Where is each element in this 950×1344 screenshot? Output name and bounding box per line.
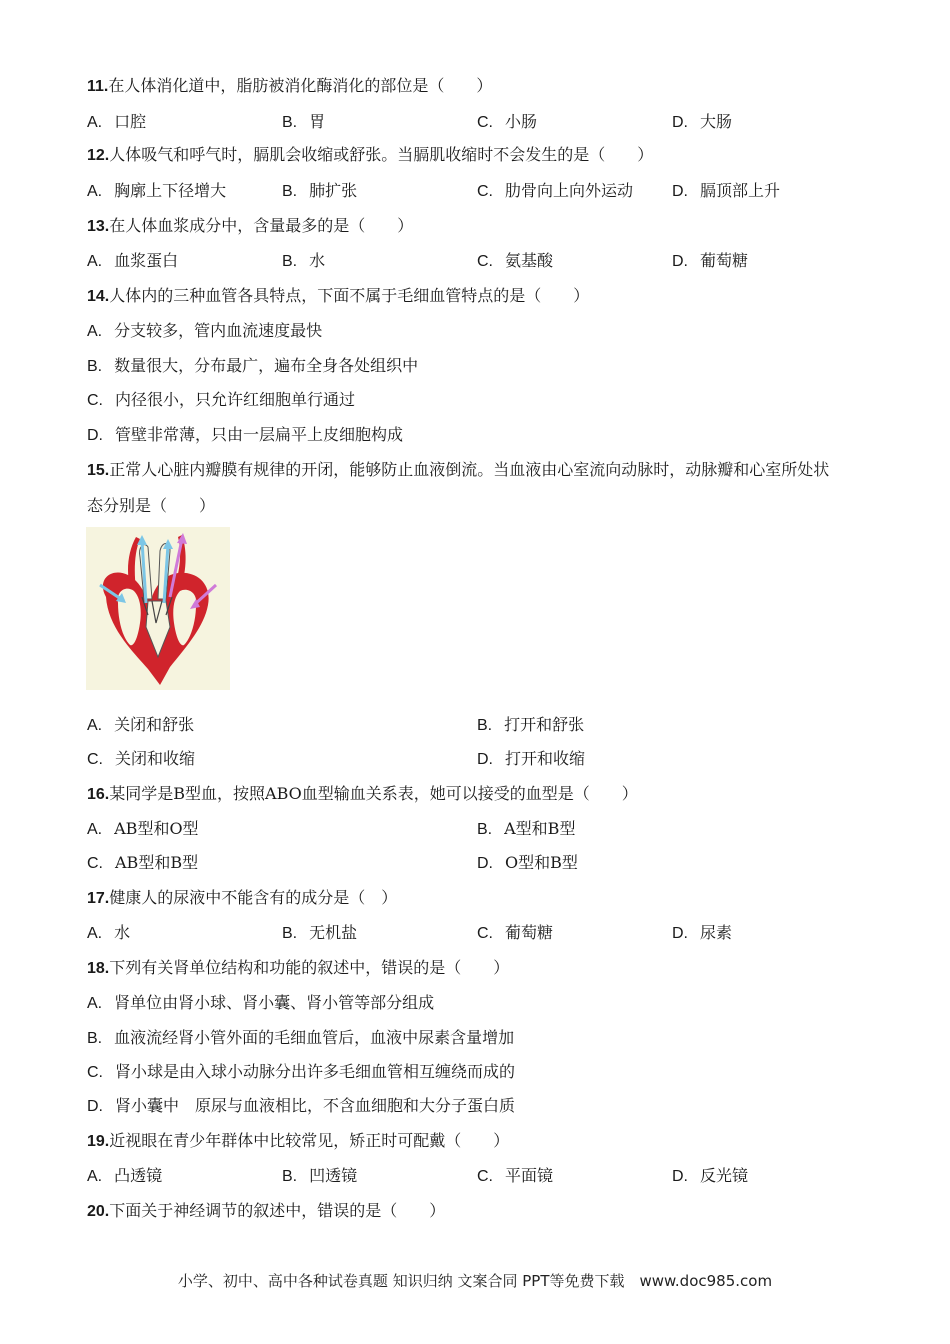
question-19 [87,1131,509,1152]
question-text: 在人体血浆成分中，含量最多的是（ ） [109,216,414,235]
option-c [477,251,553,272]
question-11 [87,76,492,97]
option-c [477,181,633,202]
option-c [477,1166,553,1187]
option-letter: C. [87,392,103,409]
option-text: 凸透镜 [114,1166,163,1185]
option-text: 数量很大，分布最广，遍布全身各处组织中 [114,356,419,375]
option-text: AB型和B型 [115,853,199,872]
option-c [477,112,537,133]
option-c [477,923,553,944]
option-text: 胸廓上下径增大 [114,181,227,200]
option-c [87,749,195,770]
option-a [87,923,130,944]
option-a [87,715,194,736]
option-letter: D. [672,183,688,200]
option-d [477,749,585,770]
option-letter: C. [477,253,493,270]
option-letter: A. [87,1168,103,1185]
option-text: 葡萄糖 [505,923,554,942]
option-text: AB型和O型 [114,819,199,838]
option-text: 血浆蛋白 [114,251,179,270]
option-text: 口腔 [114,112,147,131]
option-b [477,715,584,736]
option-letter: D. [87,1098,103,1115]
option-letter: A. [87,114,103,131]
question-17 [87,888,397,909]
option-letter: A. [87,821,103,838]
option-letter: B. [282,183,298,200]
question-15 [87,460,829,481]
option-d [672,112,732,133]
option-a [87,181,226,202]
heart-valve-diagram [86,527,230,690]
option-letter: D. [672,253,688,270]
option-letter: A. [87,995,103,1012]
option-b [87,1028,514,1049]
option-letter: B. [282,1168,298,1185]
option-letter: B. [87,358,103,375]
question-number: 13. [87,218,110,235]
question-number: 16. [87,786,110,803]
question-text: 正常人心脏内瓣膜有规律的开闭，能够防止血液倒流。当血液由心室流向动脉时，动脉瓣和心室所处状 [109,460,830,479]
option-text: 分支较多，管内血流速度最快 [114,321,323,340]
option-a [87,1166,162,1187]
question-text: 近视眼在青少年群体中比较常见，矫正时可配戴（ ） [109,1131,510,1150]
option-letter: B. [282,925,298,942]
option-b [282,112,325,133]
question-number: 14. [87,288,110,305]
option-text: 反光镜 [700,1166,749,1185]
option-text: O型和B型 [505,853,578,872]
option-text: 管壁非常薄，只由一层扁平上皮细胞构成 [115,425,404,444]
option-a [87,819,199,840]
question-text: 人体内的三种血管各具特点，下面不属于毛细血管特点的是（ ） [109,286,590,305]
option-text: 肾小球是由入球小动脉分出许多毛细血管相互缠绕而成的 [115,1062,516,1081]
option-text: 小肠 [505,112,538,131]
question-text: 健康人的尿液中不能含有的成分是（ ） [109,888,398,907]
option-text: 肺扩张 [309,181,358,200]
option-text: 关闭和收缩 [115,749,196,768]
option-text: 葡萄糖 [700,251,749,270]
option-d [87,1096,515,1117]
question-number: 18. [87,960,110,977]
option-letter: A. [87,183,103,200]
option-letter: D. [477,751,493,768]
option-letter: B. [282,253,298,270]
option-letter: C. [477,114,493,131]
question-15-continued [87,496,215,516]
option-text: 氨基酸 [505,251,554,270]
option-letter: C. [87,855,103,872]
option-text: 水 [309,251,326,270]
heart-illustration [86,527,230,690]
option-text: 肋骨向上向外运动 [505,181,634,200]
option-letter: B. [87,1030,103,1047]
option-text: 膈顶部上升 [700,181,781,200]
option-text: A型和B型 [504,819,576,838]
question-number: 11. [87,78,109,95]
question-text: 下列有关肾单位结构和功能的叙述中，错误的是（ ） [109,958,510,977]
question-14 [87,286,589,307]
question-text: 人体吸气和呼气时，膈肌会收缩或舒张。当膈肌收缩时不会发生的是（ ） [109,145,654,164]
option-letter: D. [87,427,103,444]
question-number: 20. [87,1203,110,1220]
option-letter: A. [87,925,103,942]
question-number: 17. [87,890,110,907]
option-b [477,819,575,840]
question-text: 在人体消化道中，脂肪被消化酶消化的部位是（ ） [108,76,493,95]
option-text: 尿素 [700,923,733,942]
option-text: 内径很小，只允许红细胞单行通过 [115,390,356,409]
option-letter: D. [672,1168,688,1185]
option-d [87,425,403,446]
option-b [282,923,357,944]
option-letter: A. [87,323,103,340]
option-d [672,251,748,272]
option-b [87,356,418,377]
option-text: 关闭和舒张 [114,715,195,734]
option-a [87,112,146,133]
option-text: 胃 [309,112,326,131]
option-d [672,923,732,944]
option-text: 水 [114,923,131,942]
option-b [282,251,325,272]
option-b [282,181,357,202]
option-letter: B. [477,821,493,838]
option-c [87,853,198,874]
option-letter: A. [87,717,103,734]
question-16 [87,784,638,805]
option-text: 打开和收缩 [505,749,586,768]
option-d [672,1166,748,1187]
option-letter: D. [672,114,688,131]
option-letter: D. [672,925,688,942]
option-c [87,1062,515,1083]
option-a [87,993,434,1014]
question-18 [87,958,509,979]
option-a [87,251,178,272]
option-letter: D. [477,855,493,872]
question-number: 12. [87,147,110,164]
option-text: 肾单位由肾小球、肾小囊、肾小管等部分组成 [114,993,435,1012]
question-12 [87,145,653,166]
option-text: 打开和舒张 [504,715,585,734]
question-text: 某同学是B型血，按照ABO血型输血关系表，她可以接受的血型是（ ） [109,784,638,803]
option-d [477,853,578,874]
option-text: 凹透镜 [309,1166,358,1185]
option-a [87,321,322,342]
option-text: 平面镜 [505,1166,554,1185]
option-d [672,181,780,202]
question-text: 态分别是（ ） [87,496,216,515]
question-20 [87,1201,445,1222]
question-number: 15. [87,462,110,479]
option-letter: C. [477,1168,493,1185]
page-footer: 小学、初中、高中各种试卷真题 知识归纳 文案合同 PPT等免费下载 www.doc985.com [177,1272,773,1290]
option-c [87,390,355,411]
question-13 [87,216,413,237]
option-letter: C. [87,751,103,768]
option-b [282,1166,357,1187]
option-text: 肾小囊中 原尿与血液相比，不含血细胞和大分子蛋白质 [115,1096,516,1115]
option-text: 血液流经肾小管外面的毛细血管后，血液中尿素含量增加 [114,1028,515,1047]
option-letter: C. [477,183,493,200]
option-text: 无机盐 [309,923,358,942]
option-letter: A. [87,253,103,270]
option-letter: B. [282,114,298,131]
question-text: 下面关于神经调节的叙述中，错误的是（ ） [109,1201,446,1220]
option-letter: C. [87,1064,103,1081]
option-text: 大肠 [700,112,733,131]
option-letter: C. [477,925,493,942]
option-letter: B. [477,717,493,734]
question-number: 19. [87,1133,110,1150]
